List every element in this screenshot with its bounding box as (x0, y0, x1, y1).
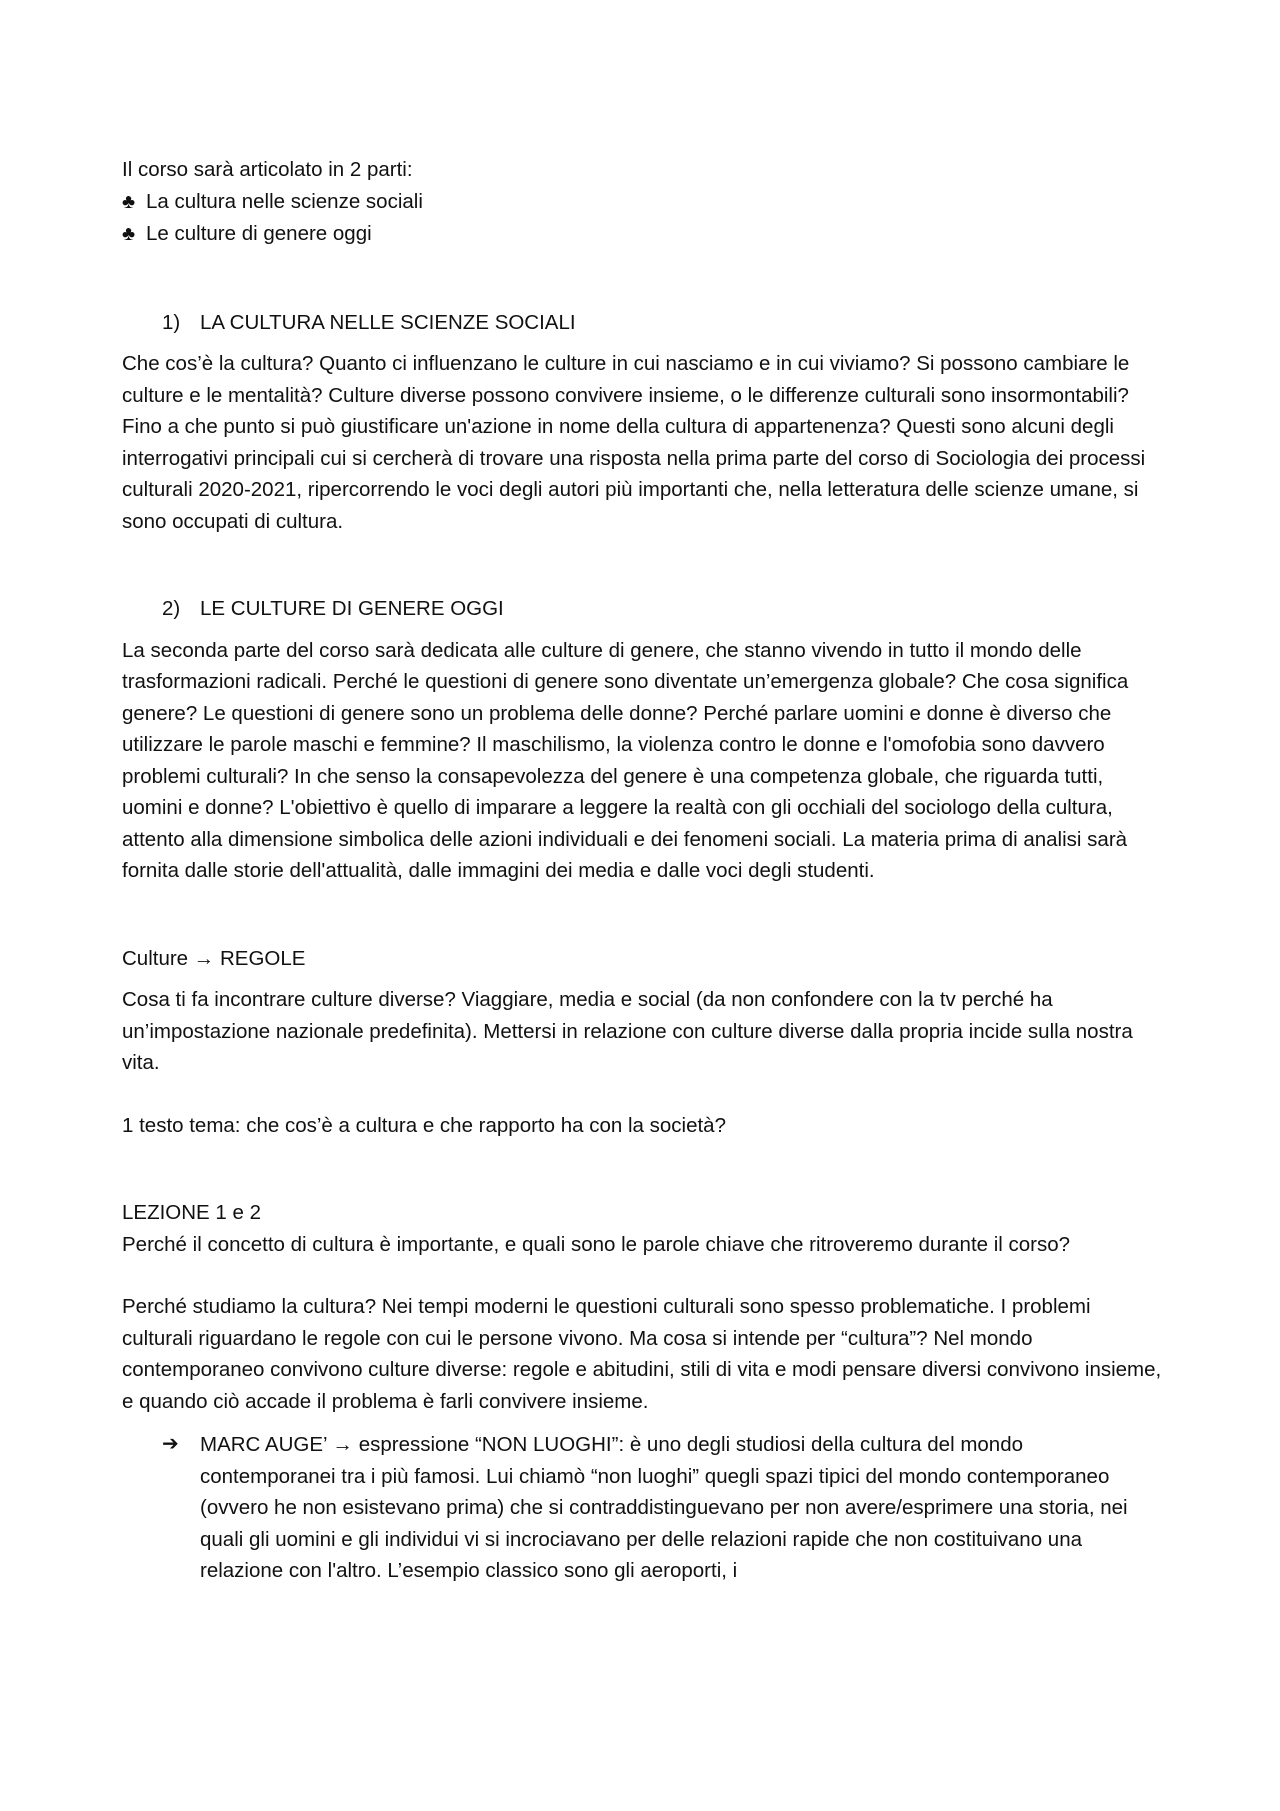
section-heading (162, 307, 1164, 339)
lesson-paragraph: Perché studiamo la cultura? Nei tempi moderni le questioni culturali sono spesso problematiche. I problemi culturali riguardano le regole con cui le persone vivono. Ma cosa si intende per “cultura”? Nel mondo contemporaneo convivono culture diverse: regole e abitudini, stili di vita e modi pensare diversi convivono insieme, e quando ciò accade il problema è farli convivere insieme. (122, 1295, 1162, 1413)
intro-block (122, 154, 1164, 251)
arrow-right-icon: ➔ (162, 1433, 179, 1455)
section-paragraph: La seconda parte del corso sarà dedicata alle culture di genere, che stanno vivendo in tutto il mondo delle trasformazioni radicali. Perché le questioni di genere sono diventate un’emergenza globale? Che cosa significa genere? Le questioni di genere sono un problema delle donne? Perché parlare uomini e donne è diverso che utilizzare le parole maschi e femmine? Il maschilismo, la violenza contro le donne e l'omofobia sono davvero problemi culturali? In che senso la consapevolezza del genere è una competenza globale, che riguarda tutti, uomini e donne? L'obiettivo è quello di imparare a leggere la realtà con gli occhiali del sociologo della cultura, attento alla dimensione simbolica delle azioni individuali e dei fenomeni sociali. La materia prima di analisi sarà fornita dalle storie dell'attualità, dalle immagini dei media e dalle voci degli studenti. (122, 638, 1129, 882)
intro-item-text: Le culture di genere oggi (146, 222, 372, 245)
lesson-question: Perché il concetto di cultura è importante, e quali sono le parole chiave che ritroveremo durante il corso? (122, 1232, 1071, 1256)
club-icon: ♣ (122, 190, 136, 213)
intro-item-text: La cultura nelle scienze sociali (146, 189, 423, 213)
essay-topic-line: 1 testo tema: che cos’è a cultura e che rapporto ha con la società? (122, 1113, 726, 1137)
club-icon: ♣ (122, 223, 136, 245)
intro-line: Il corso sarà articolato in 2 parti: (122, 158, 413, 181)
section-number: 2) (162, 597, 181, 620)
culture-rules-paragraph: Cosa ti fa incontrare culture diverse? Viaggiare, media e social (da non confondere con la tv perché ha un’impostazione nazionale predefinita). Mettersi in relazione con culture diverse dalla propria incide sulla nostra vita. (122, 988, 1133, 1074)
section-title: LE CULTURE DI GENERE OGGI (200, 597, 504, 620)
intro-bullet-item (122, 218, 1164, 251)
list-item (162, 1429, 1164, 1587)
culture-rules-line: Culture → REGOLE (122, 946, 306, 970)
section-heading (162, 593, 1164, 625)
section-title: LA CULTURA NELLE SCIENZE SOCIALI (200, 310, 576, 334)
lesson-title: LEZIONE 1 e 2 (122, 1201, 262, 1224)
section-paragraph: Che cos’è la cultura? Quanto ci influenzano le culture in cui nasciamo e in cui viviamo? Si possono cambiare le culture e le mentalità? Culture diverse possono convivere insieme, o le differenze culturali sono insormontabili? Fino a che punto si può giustificare un'azione in nome della cultura di appartenenza? Questi sono alcuni degli interrogativi principali cui si cercherà di trovare una risposta nella prima parte del corso di Sociologia dei processi culturali 2020-2021, ripercorrendo le voci degli autori più importanti che, nella letteratura delle scienze umane, si sono occupati di cultura. (122, 352, 1146, 533)
auge-paragraph: MARC AUGE’ → espressione “NON LUOGHI”: è uno degli studiosi della cultura del mondo contemporanei tra i più famosi. Lui chiamò “non luoghi” quegli spazi tipici del mondo contemporaneo (ovvero he non esistevano prima) che si contraddistinguevano per non avere/esprimere una storia, nei quali gli uomini e gli individui vi si incrociavano per delle relazioni rapide che non costituivano una relazione con l'altro. L’esempio classico sono gli aeroporti, i (200, 1433, 1128, 1582)
intro-bullet-item (122, 186, 1164, 219)
section-number: 1) (162, 310, 181, 334)
